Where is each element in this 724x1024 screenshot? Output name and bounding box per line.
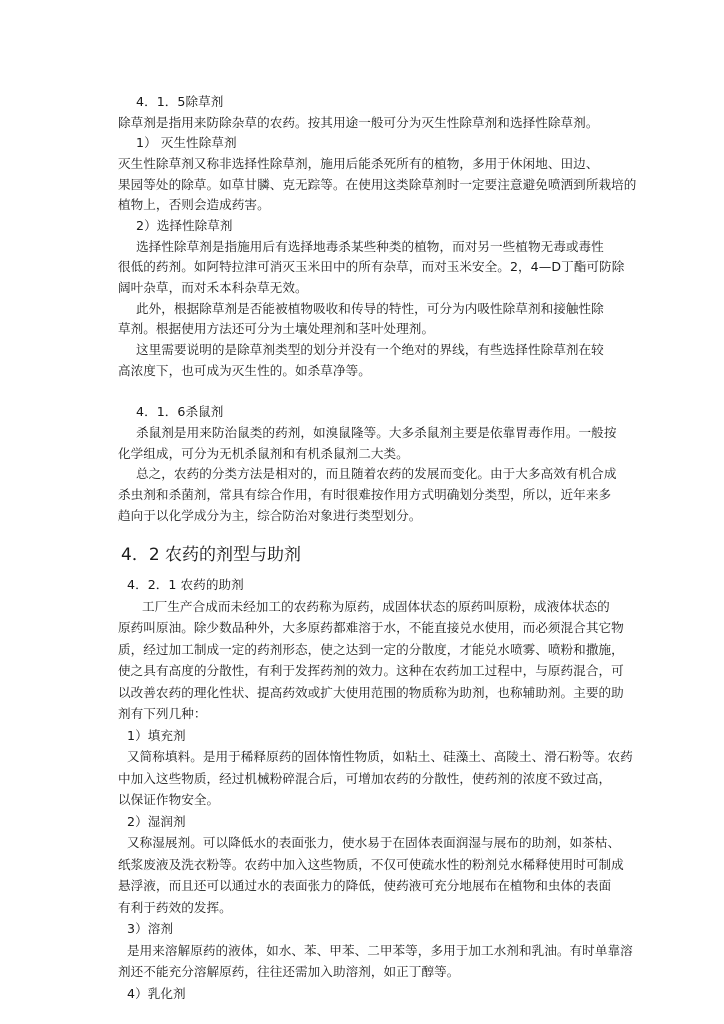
paragraph-line: 选择性除草剂是指施用后有选择地毒杀某些种类的植物，而对另一些植物无毒或毒性 [136,239,604,254]
paragraph-line: 中加入这些物质，经过机械粉碎混合后，可增加农药的分散性，使药剂的浓度不致过高， [118,771,612,786]
paragraph-line: 植物上，否则会造成药害。 [118,197,270,212]
paragraph-line: 杀鼠剂是用来防治鼠类的药剂，如溴鼠隆等。大多杀鼠剂主要是依靠胃毒作用。一般按 [136,425,617,440]
item-title: 2）湿润剂 [127,814,186,829]
paragraph-line: 工厂生产合成而未经加工的农药称为原药，成固体状态的原药叫原粉，成液体状态的 [142,599,610,614]
paragraph-line: 悬浮液，而且还可以通过水的表面张力的降低，使药液可充分地展布在植物和虫体的表面 [118,878,612,893]
paragraph-line: 高浓度下，也可成为灭生性的。如杀草净等。 [118,363,371,378]
paragraph-line: 剂还不能充分溶解原药，往往还需加入助溶剂，如正丁醇等。 [118,964,460,979]
paragraph-line: 使之具有高度的分散性，有利于发挥药剂的效力。这种在农药加工过程中，与原药混合，可 [118,663,624,678]
paragraph-line: 总之，农药的分类方法是相对的，而且随着农药的发展而变化。由于大多高效有机合成 [136,466,617,481]
item-title: 1）填充剂 [127,728,186,743]
paragraph-line: 阔叶杂草，而对禾本科杂草无效。 [118,280,308,295]
paragraph-line: 质，经过加工制成一定的药剂形态，使之达到一定的分散度，才能兑水喷雾、喷粉和撒施， [118,642,624,657]
item-title: 4）乳化剂 [127,986,186,1001]
section-heading-4-2: 4．2 农药的剂型与助剂 [121,545,302,565]
paragraph-line: 趋向于以化学成分为主，综合防治对象进行类型划分。 [118,508,422,523]
paragraph-line: 很低的药剂。如阿特拉津可消灭玉米田中的所有杂草，而对玉米安全。2，4—D丁酯可防除 [118,259,625,274]
paragraph-line: 除草剂是指用来防除杂草的农药。按其用途一般可分为灭生性除草剂和选择性除草剂。 [118,115,599,130]
paragraph-line: 杀虫剂和杀菌剂，常具有综合作用，有时很难按作用方式明确划分类型，所以，近年来多 [118,487,612,502]
paragraph-line: 这里需要说明的是除草剂类型的划分并没有一个绝对的界线，有些选择性除草剂在较 [136,342,604,357]
paragraph-line: 有利于药效的发挥。 [118,900,232,915]
paragraph-line: 原药叫原油。除少数品种外，大多原药都难溶于水，不能直接兑水使用，而必须混合其它物 [118,620,624,635]
paragraph-line: 灭生性除草剂又称非选择性除草剂，施用后能杀死所有的植物，多用于休闲地、田边、 [118,156,599,171]
paragraph-line: 是用来溶解原药的液体，如水、苯、甲苯、二甲苯等，多用于加工水剂和乳油。有时单靠溶 [127,943,633,958]
paragraph-line: 化学组成，可分为无机杀鼠剂和有机杀鼠剂二大类。 [118,446,409,461]
subsection-title: 1） 灭生性除草剂 [136,135,237,150]
paragraph-line: 以保证作物安全。 [118,792,220,807]
paragraph-line: 此外，根据除草剂是否能被植物吸收和传导的特性，可分为内吸性除草剂和接触性除 [136,301,604,316]
paragraph-line: 以改善农药的理化性状、提高药效或扩大使用范围的物质称为助剂，也称辅助剂。主要的助 [118,685,624,700]
section-heading-4-1-6: 4．1．6杀鼠剂 [136,404,224,419]
item-title: 3）溶剂 [127,921,173,936]
paragraph-line: 草剂。根据使用方法还可分为土壤处理剂和茎叶处理剂。 [118,321,435,336]
subsection-title: 2）选择性除草剂 [136,218,233,233]
paragraph-line: 又称湿展剂。可以降低水的表面张力，使水易于在固体表面润湿与展布的助剂，如茶枯、 [127,835,621,850]
paragraph-line: 又简称填料。是用于稀释原药的固体惰性物质，如粘土、硅藻土、高陵土、滑石粉等。农药 [127,749,633,764]
paragraph-line: 果园等处的除草。如草甘膦、克无踪等。在使用这类除草剂时一定要注意避免喷洒到所栽培的 [118,177,637,192]
subsection-heading-4-2-1: 4．2．1 农药的助剂 [127,577,244,592]
section-heading-4-1-5: 4．1．5除草剂 [136,94,224,109]
paragraph-line: 纸浆废液及洗衣粉等。农药中加入这些物质，不仅可使疏水性的粉剂兑水稀释使用时可制成 [118,857,624,872]
paragraph-line: 剂有下列几种： [118,706,207,721]
